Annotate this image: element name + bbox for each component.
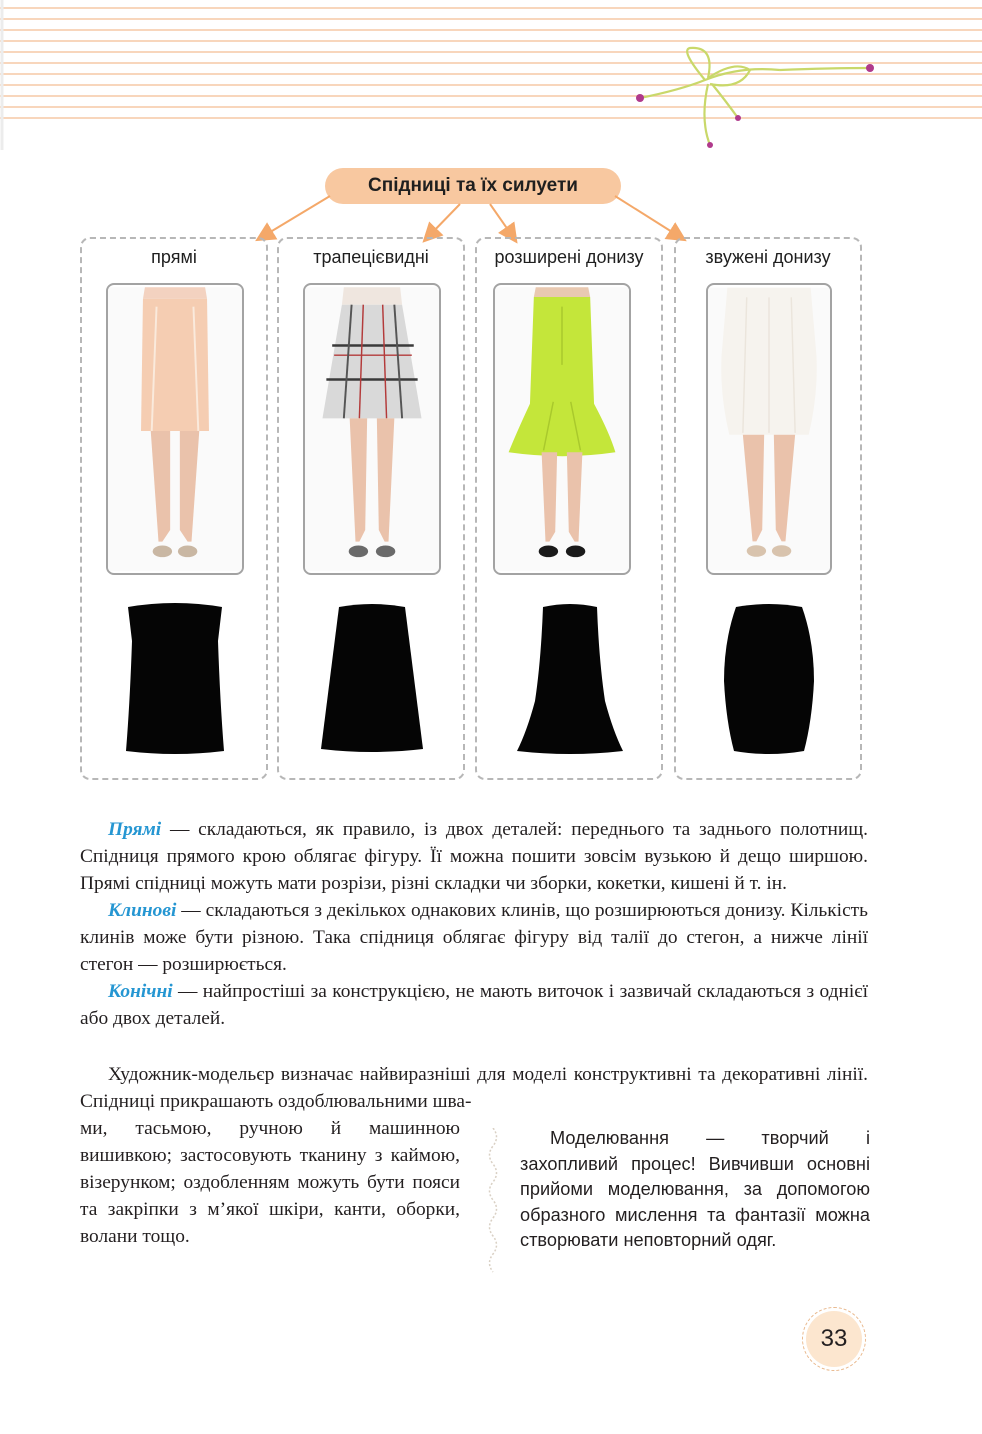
photo-flared-skirt xyxy=(493,283,631,575)
column-a-line xyxy=(277,237,465,780)
ribbon-bow-icon xyxy=(620,40,890,160)
page-number: 33 xyxy=(806,1311,862,1367)
paragraph-gored xyxy=(80,897,868,978)
paragraph-designer-start: Художник-модельєр визначає найвиразніші для моделі конструктивні та декоративні лінії. Спідниці прикрашають оздоблювальними шва- xyxy=(80,1064,868,1112)
paragraph-straight xyxy=(80,816,868,897)
term-conical: Конічні xyxy=(108,981,173,1002)
silhouette-flared-icon xyxy=(515,601,625,757)
wavy-divider xyxy=(484,1128,502,1278)
silhouette-straight-icon xyxy=(120,601,230,757)
column-label: розширені донизу xyxy=(494,247,644,267)
column-label: звужені донизу xyxy=(705,247,831,267)
column-label: трапецієвидні xyxy=(313,247,429,267)
paragraph-text: — найпростіші за конструкцією, не мають виточок і зазвичай складаються з однієї або двох деталей. xyxy=(80,981,868,1029)
body-text xyxy=(80,816,868,1032)
photo-a-line-skirt xyxy=(303,283,441,575)
designer-paragraph xyxy=(80,1061,868,1115)
column-straight xyxy=(80,237,268,780)
silhouette-pencil-icon xyxy=(714,601,824,757)
column-pencil xyxy=(674,237,862,780)
paragraph-conical xyxy=(80,978,868,1032)
side-note: Моделювання — творчий і захопливий процес! Вивчивши основні прийоми моделювання, за допомогою образного мислення та фантазії можна створювати неповторний одяг. xyxy=(520,1128,870,1250)
column-flared xyxy=(475,237,663,780)
diagram-title: Спідниці та їх силуети xyxy=(325,168,621,204)
paragraph-text: — складаються, як правило, із двох деталей: переднього та заднього полотнищ. Спідниця прямого крою облягає фігуру. Її можна пошити зовсім вузькою й дещо ширшою. Прямі спідниці можуть мати розрізи, різні складки чи зборки, кокетки, кишені й т. ін. xyxy=(80,819,868,894)
designer-paragraph-continued xyxy=(80,1115,460,1250)
photo-straight-skirt xyxy=(106,283,244,575)
term-straight: Прямі xyxy=(108,819,162,840)
silhouette-a-line-icon xyxy=(317,601,427,757)
photo-pencil-skirt xyxy=(706,283,832,575)
column-label: прямі xyxy=(151,247,197,267)
term-gored: Клинові xyxy=(108,900,177,921)
paragraph-text: — складаються з декількох однакових клинів, що розширюються донизу. Кількість клинів може бути різною. Така спідниця облягає фігуру від талії до стегон, а нижче лінії стегон — розширюється. xyxy=(80,900,868,975)
paragraph-designer-end: ми, тасьмою, ручною й машинною вишивкою; застосовують тканину з каймою, візерунком; оздобленням можуть бути пояси та закріпки з м’якої шкіри, канти, оборки, волани тощо. xyxy=(80,1118,460,1247)
